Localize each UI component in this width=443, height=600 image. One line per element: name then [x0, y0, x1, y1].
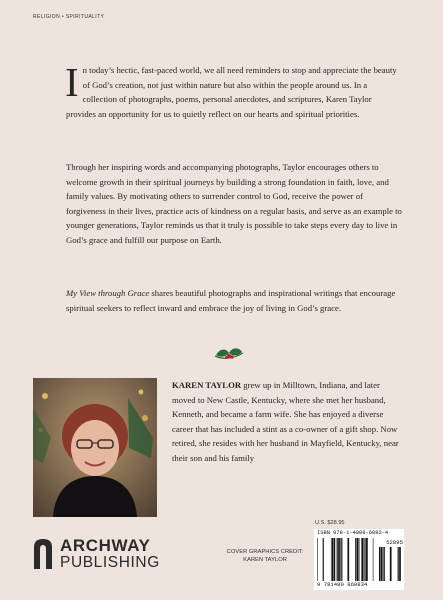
- book-title: My View through Grace: [66, 288, 150, 298]
- cover-credit-name: KAREN TAYLOR: [243, 557, 287, 563]
- author-name: KAREN TAYLOR: [172, 380, 242, 390]
- author-bio-text: grew up in Milltown, Indiana, and later moved to New Castle, Kentucky, where she met her husband, Kenneth, and became a farm wife. She has enjoyed a diverse career that has included a stint as a co-owner of a gift shop. Now retired, she resides with her husband in Mayfield, Kentucky, near their son and his family: [172, 380, 399, 463]
- description-paragraph-1-text: n today’s hectic, fast-paced world, we all need reminders to stop and appreciate the beauty of God’s creation, not just within nature but also within the people around us. In a collection of photographs, poems, personal anecdotes, and scriptures, Karen Taylor provides an opportunity for us to quietly reflect on our hearts and spiritual priorities.: [66, 65, 397, 119]
- holly-sprig-icon: [212, 344, 246, 362]
- cover-credit: [225, 548, 305, 564]
- author-photo: [33, 378, 157, 517]
- description-paragraph-2: Through her inspiring words and accompanying photographs, Taylor encourages others to welcome growth in their spiritual journeys by building a strong foundation in faith, love, and family values. By motivating others to surrender control to God, receive the power of forgiveness in their lives, practice acts of kindness on a regular basis, and serve as an example to younger generations, Taylor reminds us that it truly is possible to take steps every day to live in God’s grace and fulfill our purpose on Earth.: [66, 162, 402, 245]
- isbn-text: ISBN 978-1-4808-6083-4: [317, 530, 389, 536]
- addon-barcode-bars: [378, 547, 402, 581]
- description-paragraph-3-text: shares beautiful photographs and inspirational writings that encourage spiritual seekers to reflect inward and embrace the joy of living in God’s grace.: [66, 288, 396, 313]
- author-bio: [172, 378, 404, 466]
- description-paragraph-3: [66, 286, 402, 315]
- publisher-logo: [33, 535, 183, 571]
- ean-barcode-bars: [317, 538, 375, 581]
- cover-credit-heading: COVER GRAPHICS CREDIT:: [226, 549, 304, 555]
- ean-digits-text: 9 781480 860834: [317, 581, 368, 588]
- price-code-text: 52895: [386, 539, 403, 546]
- price-label: U.S. $28.95: [315, 520, 345, 526]
- archway-logo-icon: [33, 537, 53, 569]
- publisher-name-line2: PUBLISHING: [60, 554, 160, 571]
- drop-cap: I: [65, 59, 79, 105]
- description-paragraph-1: [65, 59, 402, 121]
- publisher-name-line1: ARCHWAY: [60, 536, 151, 555]
- barcode: [314, 529, 404, 590]
- category-label: RELIGION • SPIRITUALITY: [33, 14, 105, 20]
